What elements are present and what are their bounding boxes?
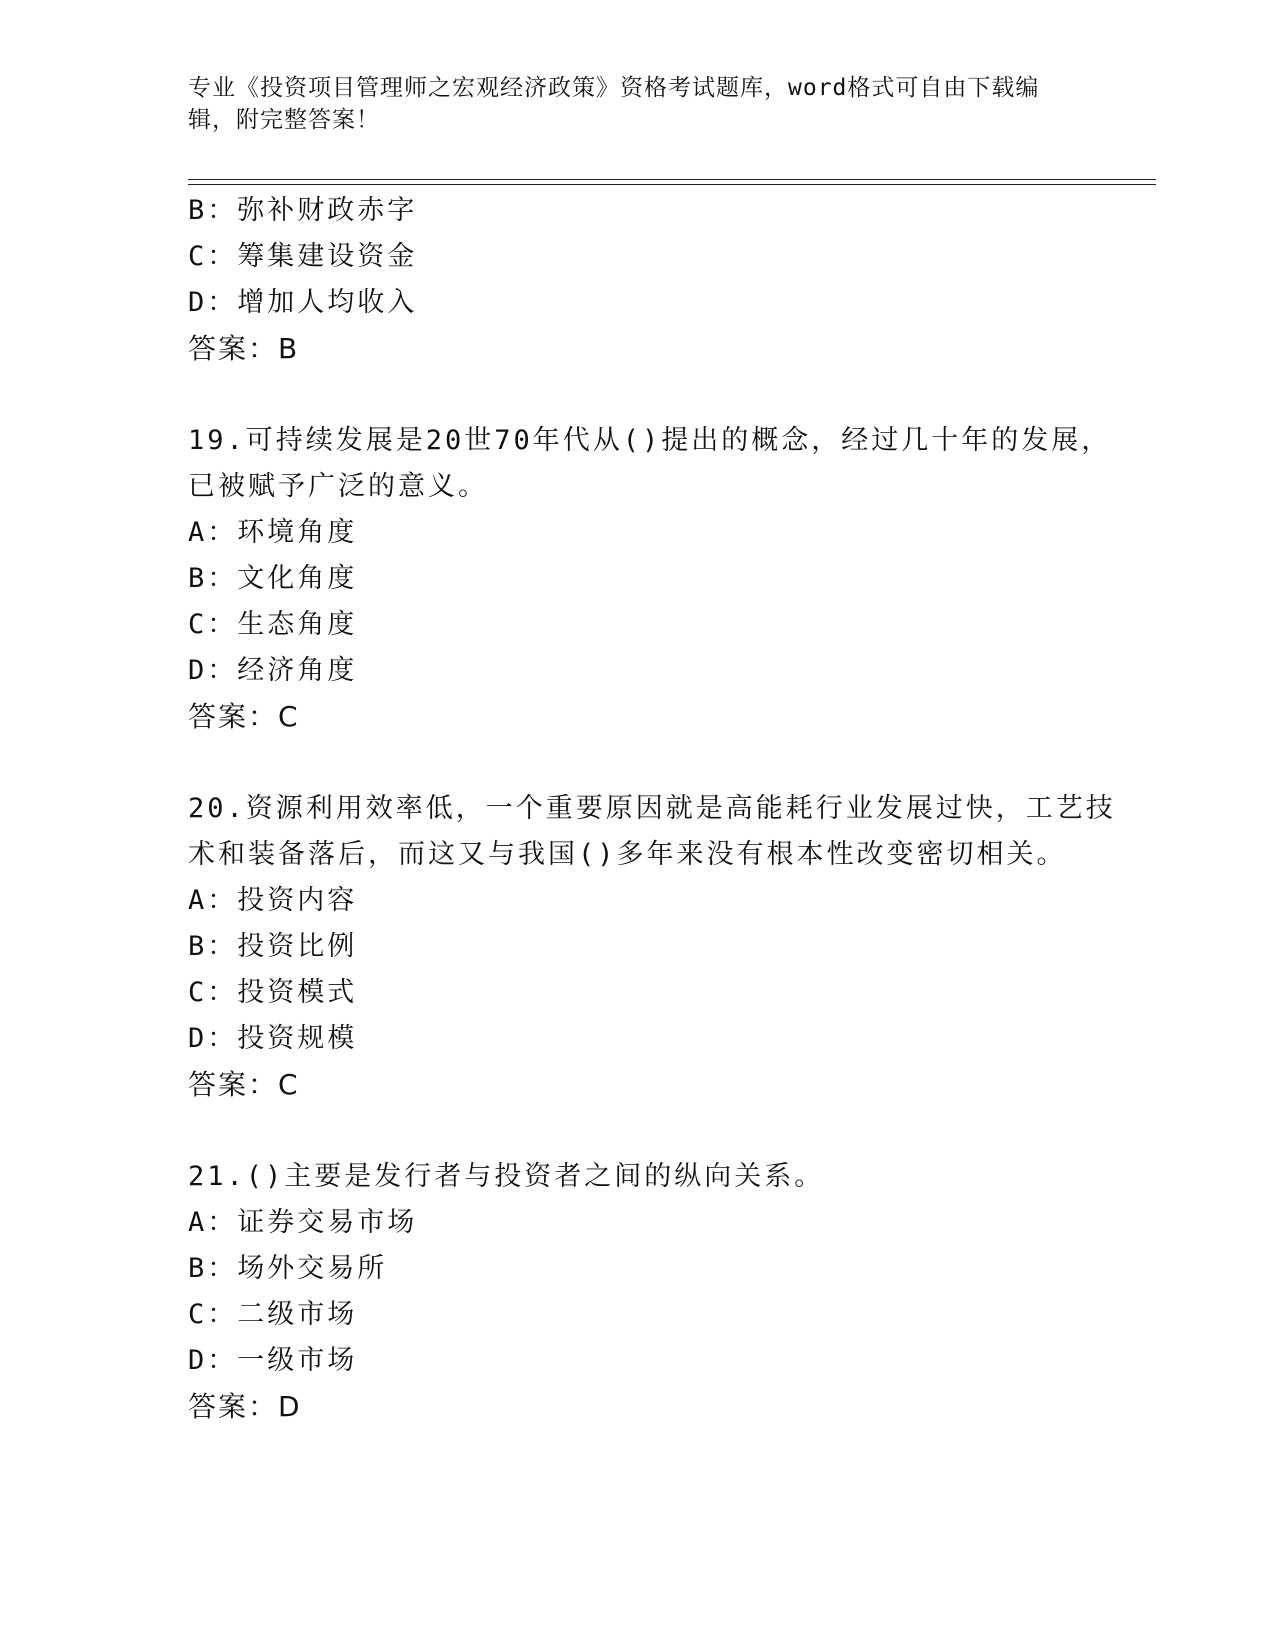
- prev-question: [188, 188, 1088, 372]
- option-d: D：投资规模: [188, 1023, 358, 1054]
- question-21: [188, 1154, 1088, 1430]
- option-b: B：弥补财政赤字: [188, 195, 418, 226]
- spacer: [188, 372, 1088, 418]
- header-rule-top: [188, 179, 1156, 180]
- header-line-1: 专业《投资项目管理师之宏观经济政策》资格考试题库，word格式可自由下载编: [188, 75, 1040, 101]
- answer: 答案：C: [188, 1068, 300, 1101]
- question-stem-line: 已被赋予广泛的意义。: [188, 471, 488, 502]
- question-19: [188, 418, 1112, 740]
- spacer: [188, 1108, 1088, 1154]
- document-header: [188, 72, 1088, 136]
- spacer: [188, 740, 1088, 786]
- option-a: A：投资内容: [188, 885, 358, 916]
- option-a: A：证券交易市场: [188, 1207, 418, 1238]
- option-b: B：场外交易所: [188, 1253, 388, 1284]
- answer: 答案：C: [188, 700, 300, 733]
- option-d: D：一级市场: [188, 1345, 358, 1376]
- option-c: C：生态角度: [188, 609, 358, 640]
- answer: 答案：D: [188, 1390, 302, 1423]
- option-c: C：二级市场: [188, 1299, 358, 1330]
- question-stem-line: 21.()主要是发行者与投资者之间的纵向关系。: [188, 1161, 825, 1192]
- option-c: C：筹集建设资金: [188, 241, 418, 272]
- option-b: B：投资比例: [188, 931, 358, 962]
- question-20: [188, 786, 1116, 1108]
- answer: 答案：B: [188, 332, 300, 365]
- document-body: [188, 188, 1116, 1430]
- question-stem-line: 19.可持续发展是20世70年代从()提出的概念，经过几十年的发展，: [188, 425, 1112, 456]
- option-c: C：投资模式: [188, 977, 358, 1008]
- option-b: B：文化角度: [188, 563, 358, 594]
- question-stem-line: 20.资源利用效率低，一个重要原因就是高能耗行业发展过快，工艺技: [188, 793, 1116, 824]
- question-stem-line: 术和装备落后，而这又与我国()多年来没有根本性改变密切相关。: [188, 839, 1067, 870]
- header-rule-bottom: [188, 184, 1156, 185]
- option-a: A：环境角度: [188, 517, 358, 548]
- option-d: D：增加人均收入: [188, 287, 418, 318]
- option-d: D：经济角度: [188, 655, 358, 686]
- header-line-2: 辑，附完整答案！: [188, 107, 380, 133]
